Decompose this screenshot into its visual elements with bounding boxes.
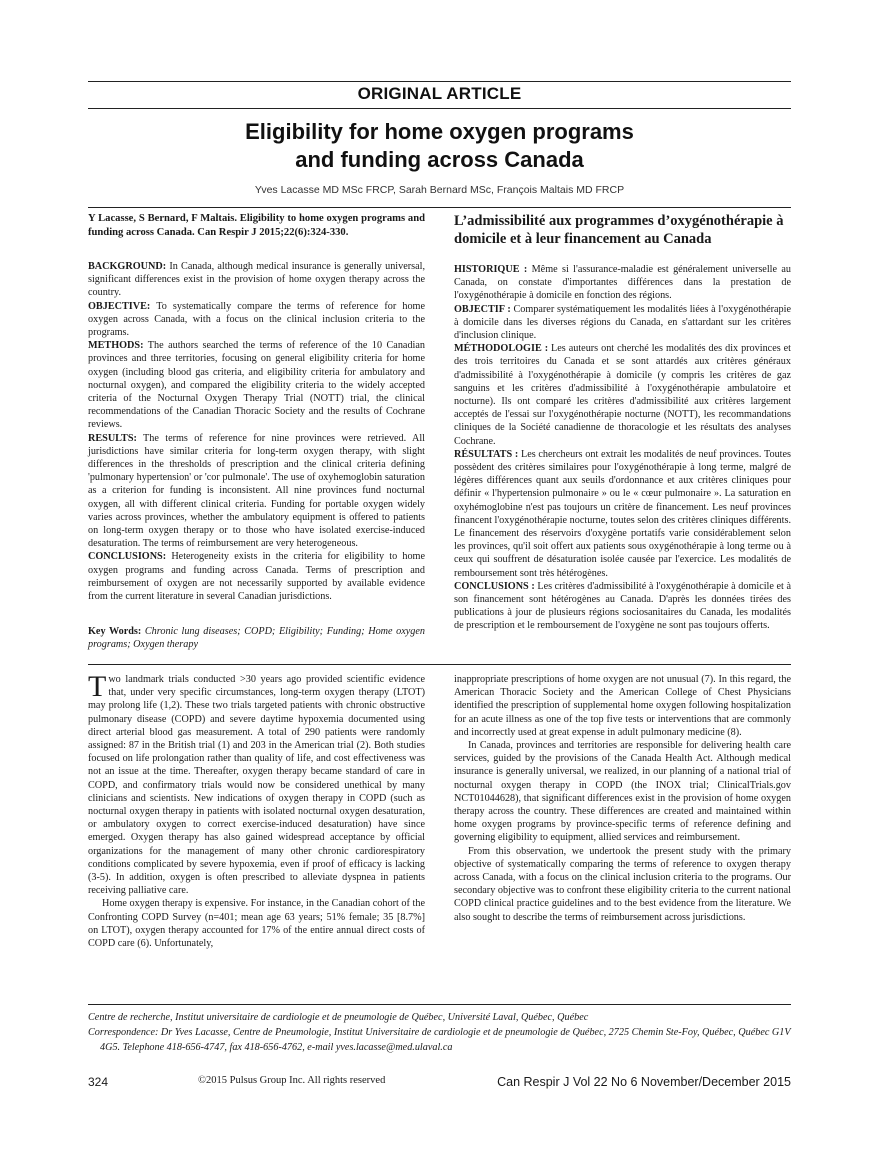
section-rule	[88, 108, 791, 109]
body-paragraph: inappropriate prescriptions of home oxygen are not unusual (7). In this regard, the American Thoracic Society and the American College of Chest Physicians identified the prescription of supplemental home oxygen following hospitalization for an acute illness as one of the top five tests or interventions that are commonly and incorrectly used at great expense in adult pulmonary medicine (8).	[454, 674, 791, 738]
body-paragraph: In Canada, provinces and territories are responsible for delivering health care services, guided by the provisions of the Canada Health Act. Although medical insurance is generally universal, we realized, in our planning of a national trial of nocturnal oxygen therapy in COPD (the INOX trial; ClinicalTrials.gov NCT01044628), that significant differences exist in the provision of home oxygen therapy across the country. These differences are created and maintained within home oxygen programs by province-specific terms of reference defining and governing eligibility to equipment, allied services and reimbursement.	[454, 740, 791, 844]
abstract-methods: METHODS: The authors searched the terms of reference of the 10 Canadian provinces and three territories, focusing on general eligibility criteria for home oxygen (including blood gas criteria, and eligibility criteria for ambulatory and nocturnal oxygen), and compared the eligibility criteria to the widely accepted criteria of the Nocturnal Oxygen Therapy Trial (NOTT) trial, the clinical recommendations of the Canadian Thoracic Society and the results of Cochrane reviews.	[88, 340, 425, 431]
abstract-french	[454, 212, 791, 633]
body-paragraph: Home oxygen therapy is expensive. For instance, in the Canadian cohort of the Confronting COPD Survey (n=401; mean age 63 years; 51% female; 35 [8.7%] on LTOT), oxygen therapy accounted for 17% of the entire annual direct costs of COPD care (6). Unfortunately,	[88, 898, 425, 950]
abstract-results: RESULTS: The terms of reference for nine provinces were retrieved. All jurisdictions have similar criteria for long-term oxygen therapy, with slight differences in the thresholds of prescription and the clinical criteria defining 'pulmonary hypertension' or 'cor pulmonale'. The use of oxyhemoglobin saturation as a criterion for funding is inconsistent. All nine provinces fund nocturnal oxygen, all with different clinical criteria. Funding for portable oxygen widely varies across provinces, whether the ambulatory equipment is offered to patients on long-term oxygen therapy or to those who have isolated exercise-induced desaturation. The terms of reimbursement are very heterogeneous.	[88, 432, 425, 550]
keywords-label: Key Words:	[88, 626, 142, 638]
authors: Yves Lacasse MD MSc FRCP, Sarah Bernard MSc, François Maltais MD FRCP	[254, 184, 625, 196]
keywords	[88, 625, 425, 651]
title-line-2: and funding across Canada	[295, 147, 584, 172]
abstract-fr-sections	[454, 263, 791, 633]
title-line-1: Eligibility for home oxygen programs	[245, 119, 634, 144]
correspondence-line: Correspondence: Dr Yves Lacasse, Centre de Pneumologie, Institut Universitaire de cardiologie et de pneumologie de Québec, 2725 Chemin Ste-Foy, Québec, Québec G1V 4G5. Telephone 418-656-4747, fax 418-656-4762, e-mail yves.lacasse@med.ulaval.ca	[88, 1027, 791, 1053]
authors-rule	[88, 207, 791, 208]
body-paragraph: Two landmark trials conducted >30 years ago provided scientific evidence that, under very specific circumstances, long-term oxygen therapy (LTOT) may prolong life (1,2). These two trials targeted patients with chronic obstructive pulmonary disease (COPD) and severe daytime hypoxemia documented using direct arterial blood gas measurement. A total of 290 patients were randomly assigned: 87 in the British trial (1) and 203 in the American trial (2). Both studies focused on life prolongation rather than quality of life, and cost effectiveness was not an issue at the time. Thereafter, oxygen therapy became standard of care in COPD, and confirmatory trials would now be considered unethical by many clinicians and scientists. New indications of oxygen therapy in COPD (such as nocturnal oxygen therapy in patients with isolated nocturnal oxygen desaturation, or ambulatory oxygen to correct exercise-induced desaturation) have since emerged. Oxygen therapy has also gained widespread acceptance by official organizations for the management of many other chronic cardiorespiratory conditions complicated by severe hypoxemia, even if proof of efficacy is lacking (3-5). In addition, oxygen is often prescribed to alleviate dyspnea in patients receiving palliative care.	[88, 670, 425, 897]
body-left-column	[88, 670, 425, 950]
body-right-column	[454, 673, 791, 924]
journal-reference: Can Respir J Vol 22 No 6 November/December 2015	[497, 1075, 791, 1089]
abstract-english	[88, 212, 425, 652]
body-paragraph: From this observation, we undertook the present study with the primary objective of systematically comparing the terms of reference to oxygen therapy across Canada, with a focus on the clinical inclusion criteria to the programs. Our secondary objective was to confront these eligibility criteria to the current national COPD clinical practice guidelines and to the best evidence from the literature. We also sought to describe the terms of reimbursement across jurisdictions.	[454, 845, 791, 923]
abstract-fr-conclusions: CONCLUSIONS : Les critères d'admissibilité à l'oxygénothérapie à domicile et à son financement sont hétérogènes au Canada. D'après les données tirées des publications à jour de plusieurs régions sociosanitaires du Canada, les modalités de prescription et le remboursement de l'oxygène ne sont pas toujours offerts.	[454, 580, 791, 632]
abstract-fr-historique: HISTORIQUE : Même si l'assurance-maladie est généralement universelle au Canada, on constate d'importantes différences dans la prestation de l'oxygénothérapie à domicile en fonction des régions.	[454, 264, 791, 302]
abstract-background: BACKGROUND: In Canada, although medical insurance is generally universal, significant differences exist in the provision of home oxygen therapy across the country.	[88, 261, 425, 299]
top-rule	[88, 81, 791, 82]
page-number: 324	[88, 1075, 109, 1089]
french-title: L’admissibilité aux programmes d’oxygénothérapie à domicile et à leur financement au Canada	[454, 213, 784, 247]
keywords-list: Chronic lung diseases; COPD; Eligibility; Funding; Home oxygen programs; Oxygen therapy	[88, 626, 426, 651]
article-title	[88, 118, 791, 174]
drop-cap: T	[88, 670, 107, 703]
abstract-fr-objectif: OBJECTIF : Comparer systématiquement les modalités liées à l'oxygénothérapie à domicile dans les diverses régions du Canada, en s'attardant sur les critères d'inclusion clinique.	[454, 303, 791, 342]
citation: Y Lacasse, S Bernard, F Maltais. Eligibility to home oxygen programs and funding across Canada. Can Respir J 2015;22(6):324-330.	[88, 213, 425, 238]
abstract-rule	[88, 664, 791, 665]
copyright: ©2015 Pulsus Group Inc. All rights reserved	[198, 1075, 386, 1086]
affiliation-line: Centre de recherche, Institut universitaire de cardiologie et de pneumologie de Québec, Université Laval, Québec, Québec	[88, 1012, 589, 1023]
abstract-fr-resultats: RÉSULTATS : Les chercheurs ont extrait les modalités de neuf provinces. Toutes possèdent des critères similaires pour l'oxygénothérapie à long terme, malgré de légères différences quant aux seuils d'ordonnance et aux critères cliniques pour définir « l'hypertension pulmonaire » ou le « cœur pulmonaire ». La saturation en oxyhémoglobine n'est pas toujours un critère de financement. Les neuf provinces financent l'oxygénothérapie nocturne, toutes selon des critères cliniques différents. Le financement des réservoirs d'oxygène portatifs varie considérablement selon les provinces, qu'il soit offert aux patients sous oxygénothérapie à long terme ou à ceux qui souffrent de désaturation isolée causée par l'exercice. Les modalités de remboursement sont très hétérogènes.	[454, 448, 791, 579]
abstract-conclusions: CONCLUSIONS: Heterogeneity exists in the criteria for eligibility to home oxygen programs and funding across Canada. Terms of prescription and reimbursement of oxygen are not necessarily supported by available evidence from the current literature in several Canadian jurisdictions.	[88, 551, 425, 603]
abstract-fr-methodologie: MÉTHODOLOGIE : Les auteurs ont cherché les modalités des dix provinces et des trois territoires du Canada et se sont attardés aux critères généraux d'admissibilité à l'oxygénothérapie à domicile (y compris les critères de gaz sanguins et les critères d'admissibilité à l'oxygénothérapie ambulatoire et nocturne). Ils ont comparé les critères d'admissibilité aux critères largement acceptés de l'essai sur l'oxygénothérapie nocturne (NOTT), les recommandations cliniques de la Société canadienne de thoracologie et les résultats des analyses Cochrane.	[454, 343, 791, 447]
affiliations	[88, 1010, 791, 1055]
affiliation-rule	[88, 1004, 791, 1005]
abstract-objective: OBJECTIVE: To systematically compare the terms of reference for home oxygen across Canada, with a focus on the clinical inclusion criteria to the programs.	[88, 300, 425, 339]
abstract-sections	[88, 260, 425, 603]
section-label: ORIGINAL ARTICLE	[357, 84, 522, 103]
